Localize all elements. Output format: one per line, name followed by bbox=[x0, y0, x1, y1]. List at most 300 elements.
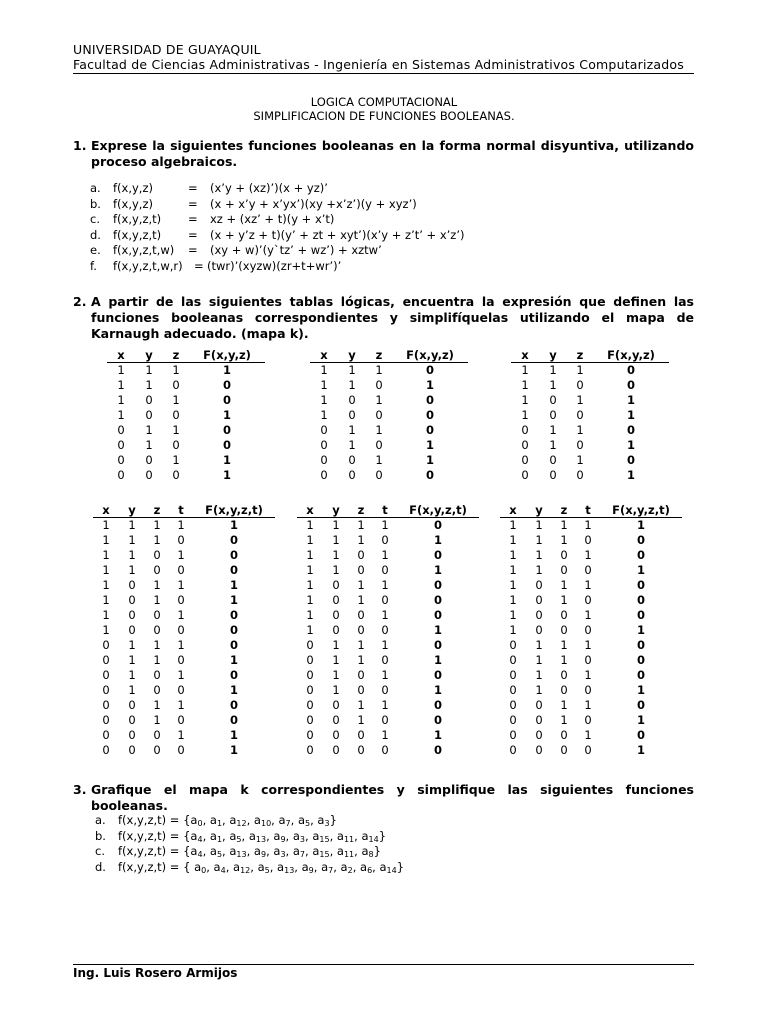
table-cell: 0 bbox=[560, 563, 568, 577]
table-cell: 1 bbox=[381, 728, 389, 742]
minterm: $a_{15}$, bbox=[312, 828, 337, 844]
output-cell: 1 bbox=[433, 683, 442, 697]
table-cell: 0 bbox=[306, 698, 314, 712]
output-cell: 0 bbox=[636, 653, 645, 667]
table-row bbox=[93, 638, 275, 653]
table-cell: 0 bbox=[521, 423, 529, 437]
table-row bbox=[297, 578, 479, 593]
table-cell: 0 bbox=[128, 608, 136, 622]
table-cell: 0 bbox=[576, 468, 584, 482]
table-cell: 0 bbox=[306, 638, 314, 652]
table-cell: 1 bbox=[153, 638, 161, 652]
minterm-index: 13 bbox=[284, 865, 295, 875]
output-cell: 0 bbox=[433, 578, 442, 592]
truth-table bbox=[511, 347, 669, 483]
minterm: $a_3$, bbox=[292, 828, 313, 844]
table-cell: 0 bbox=[306, 668, 314, 682]
minterm: $a_3$, bbox=[273, 844, 293, 859]
table-cell: 0 bbox=[375, 378, 383, 392]
minterm-letter: a bbox=[360, 859, 368, 874]
table-header-row bbox=[107, 347, 265, 363]
table-cell: 1 bbox=[306, 518, 314, 532]
minterm: $a_{13}$, bbox=[229, 844, 254, 859]
table-cell: 0 bbox=[117, 438, 125, 452]
minterm-index: 5 bbox=[216, 850, 223, 859]
output-cell: 0 bbox=[433, 743, 442, 757]
table-cell: 1 bbox=[509, 518, 517, 532]
output-cell: 0 bbox=[433, 593, 442, 607]
table-cell: 1 bbox=[576, 363, 584, 377]
minterm: $a_7$, bbox=[278, 813, 298, 828]
column-header: y bbox=[526, 502, 552, 518]
output-cell: 0 bbox=[229, 548, 238, 562]
table-cell: 1 bbox=[560, 653, 568, 667]
item-function bbox=[118, 829, 386, 844]
output-cell: 0 bbox=[425, 408, 434, 422]
table-cell: 0 bbox=[381, 653, 389, 667]
column-header: y bbox=[539, 347, 567, 363]
table-cell: 0 bbox=[560, 623, 568, 637]
table-row bbox=[310, 378, 468, 393]
item-function bbox=[118, 813, 337, 828]
minterm-index: 15 bbox=[319, 850, 330, 859]
column-header: z bbox=[349, 502, 373, 518]
table-cell: 1 bbox=[128, 683, 136, 697]
minterm-letter: a bbox=[209, 813, 217, 827]
item-expression: (xy + w)’(y`tz’ + wz’) + xztw’ bbox=[210, 243, 382, 258]
function-suffix: } bbox=[378, 828, 387, 843]
table-cell: 1 bbox=[320, 408, 328, 422]
table-cell: 0 bbox=[153, 563, 161, 577]
output-cell: 0 bbox=[626, 378, 635, 392]
table-cell: 1 bbox=[177, 668, 185, 682]
minterm-letter: a bbox=[194, 859, 202, 874]
minterm: $a_4$, bbox=[190, 828, 210, 844]
table-cell: 1 bbox=[332, 653, 340, 667]
minterm-index: 0 bbox=[201, 865, 207, 875]
minterm-index: 0 bbox=[197, 819, 203, 828]
minterm: $a_5$, bbox=[209, 844, 230, 859]
table-cell: 0 bbox=[381, 623, 389, 637]
table-cell: 1 bbox=[117, 378, 125, 392]
table-row bbox=[500, 713, 682, 728]
table-row bbox=[107, 468, 265, 483]
document-subtitle: SIMPLIFICACION DE FUNCIONES BOOLEANAS. bbox=[253, 109, 515, 123]
truth-table bbox=[93, 502, 275, 758]
output-cell: 1 bbox=[229, 593, 238, 607]
item-expression: (twr)’(xyzw)(zr+t+wr’)’ bbox=[207, 259, 342, 273]
minterm-index: 11 bbox=[343, 850, 355, 859]
table-cell: 1 bbox=[153, 593, 161, 607]
table-cell: 0 bbox=[306, 728, 314, 742]
table-row bbox=[107, 438, 265, 453]
table-row bbox=[500, 698, 682, 713]
table-cell: 0 bbox=[320, 453, 328, 467]
table-cell: 0 bbox=[357, 548, 365, 562]
table-cell: 0 bbox=[521, 468, 529, 482]
table-cell: 0 bbox=[153, 623, 161, 637]
table-cell: 0 bbox=[535, 698, 543, 712]
table-cell: 0 bbox=[560, 548, 568, 562]
column-header: x bbox=[107, 347, 135, 363]
output-cell: 0 bbox=[229, 638, 238, 652]
table-cell: 1 bbox=[357, 638, 365, 652]
minterm-index: 6 bbox=[367, 865, 373, 875]
table-row bbox=[93, 683, 275, 698]
output-cell: 1 bbox=[222, 468, 231, 482]
table-row bbox=[93, 653, 275, 668]
minterm: $a_{13}$, bbox=[248, 828, 274, 844]
minterm bbox=[361, 844, 373, 858]
minterm-index: 3 bbox=[280, 850, 286, 859]
minterm-index: 7 bbox=[328, 865, 334, 875]
output-cell: 1 bbox=[229, 578, 238, 592]
table-cell: 0 bbox=[381, 563, 389, 577]
minterm-letter: a bbox=[277, 859, 285, 874]
table-cell: 0 bbox=[521, 453, 529, 467]
question-text: A partir de las siguientes tablas lógicas, encuentra la expresión que definen las funciones booleanas correspondientes y simplifíquelas utilizando el mapa de Karnaugh adecuado. (mapa k). bbox=[91, 294, 694, 341]
table-cell: 1 bbox=[172, 453, 180, 467]
table-cell: 1 bbox=[509, 623, 517, 637]
item-equals: = bbox=[194, 259, 204, 273]
table-cell: 1 bbox=[128, 668, 136, 682]
table-cell: 1 bbox=[535, 668, 543, 682]
table-cell: 1 bbox=[509, 548, 517, 562]
table-row bbox=[511, 408, 669, 423]
table-cell: 0 bbox=[584, 743, 592, 757]
table-cell: 0 bbox=[381, 713, 389, 727]
table-row bbox=[500, 533, 682, 548]
table-cell: 0 bbox=[560, 683, 568, 697]
table-cell: 1 bbox=[145, 363, 153, 377]
item-expression: (x + x’y + x’yx’)(xy +x’z’)(y + xyz’) bbox=[210, 196, 417, 211]
table-cell: 1 bbox=[584, 638, 592, 652]
table-cell: 0 bbox=[509, 713, 517, 727]
table-cell: 0 bbox=[332, 728, 340, 742]
table-cell: 1 bbox=[381, 608, 389, 622]
table-cell: 1 bbox=[102, 623, 110, 637]
output-cell: 0 bbox=[222, 438, 231, 452]
table-row bbox=[93, 518, 275, 534]
output-cell: 0 bbox=[636, 578, 645, 592]
minterm bbox=[317, 813, 329, 827]
table-row bbox=[93, 563, 275, 578]
question-text: Exprese la siguientes funciones booleanas en la forma normal disyuntiva, utilizando proceso algebraicos. bbox=[91, 138, 694, 169]
table-cell: 1 bbox=[381, 518, 389, 532]
column-header: z bbox=[145, 502, 169, 518]
table-cell: 1 bbox=[375, 453, 383, 467]
table-cell: 0 bbox=[102, 728, 110, 742]
table-cell: 0 bbox=[172, 408, 180, 422]
table-cell: 1 bbox=[128, 548, 136, 562]
faculty-name: Facultad de Ciencias Administrativas - Ingeniería en Sistemas Administrativos Computarizados bbox=[73, 57, 684, 72]
table-cell: 1 bbox=[348, 423, 356, 437]
table-cell: 1 bbox=[102, 593, 110, 607]
table-row bbox=[310, 453, 468, 468]
output-cell: 0 bbox=[433, 548, 442, 562]
minterm-index: 2 bbox=[347, 865, 353, 875]
minterm-index: 9 bbox=[260, 850, 267, 859]
table-row bbox=[500, 728, 682, 743]
table-cell: 1 bbox=[172, 423, 180, 437]
table-row bbox=[297, 533, 479, 548]
table-cell: 0 bbox=[145, 468, 153, 482]
item-equals: = bbox=[188, 181, 198, 195]
table-cell: 0 bbox=[576, 408, 584, 422]
table-cell: 0 bbox=[509, 683, 517, 697]
table-cell: 1 bbox=[153, 653, 161, 667]
minterm-letter: a bbox=[190, 844, 198, 858]
table-row bbox=[500, 683, 682, 698]
table-cell: 0 bbox=[584, 593, 592, 607]
table-cell: 1 bbox=[177, 608, 185, 622]
table-cell: 1 bbox=[584, 668, 592, 682]
column-header: t bbox=[373, 502, 397, 518]
item-function: f(x,y,z,t,w) bbox=[113, 243, 175, 258]
minterm: $a_{15}$, bbox=[312, 844, 337, 859]
minterm-letter: a bbox=[190, 813, 198, 827]
function-prefix: f(x,y,z,t) = { bbox=[118, 828, 191, 843]
table-cell: 0 bbox=[509, 728, 517, 742]
table-cell: 0 bbox=[357, 743, 365, 757]
table-cell: 0 bbox=[348, 468, 356, 482]
output-cell: 1 bbox=[636, 683, 645, 697]
table-cell: 0 bbox=[535, 623, 543, 637]
table-row bbox=[500, 653, 682, 668]
table-cell: 0 bbox=[357, 728, 365, 742]
table-cell: 1 bbox=[332, 668, 340, 682]
table-cell: 0 bbox=[153, 668, 161, 682]
table-cell: 0 bbox=[521, 438, 529, 452]
table-cell: 0 bbox=[102, 683, 110, 697]
item-function: f(x,y,z) bbox=[113, 196, 153, 211]
table-cell: 0 bbox=[102, 713, 110, 727]
table-cell: 1 bbox=[549, 438, 557, 452]
table-cell: 0 bbox=[535, 578, 543, 592]
minterm-letter: a bbox=[213, 859, 221, 874]
output-cell: 0 bbox=[626, 453, 635, 467]
table-cell: 1 bbox=[153, 698, 161, 712]
table-row bbox=[93, 743, 275, 758]
table-cell: 0 bbox=[172, 438, 180, 452]
table-cell: 0 bbox=[549, 393, 557, 407]
output-cell: 1 bbox=[229, 728, 238, 742]
minterm-letter: a bbox=[340, 859, 348, 874]
output-cell: 0 bbox=[433, 518, 442, 532]
output-cell: 0 bbox=[229, 623, 238, 637]
minterm-index: 4 bbox=[197, 850, 203, 859]
minterm-letter: a bbox=[361, 844, 369, 858]
table-row bbox=[107, 453, 265, 468]
minterm-letter: a bbox=[278, 813, 286, 827]
output-cell: 0 bbox=[636, 668, 645, 682]
table-cell: 1 bbox=[306, 533, 314, 547]
table-cell: 0 bbox=[381, 593, 389, 607]
table-cell: 0 bbox=[332, 698, 340, 712]
table-row bbox=[511, 378, 669, 393]
table-cell: 0 bbox=[177, 743, 185, 757]
table-cell: 1 bbox=[102, 608, 110, 622]
minterm-letter: a bbox=[292, 844, 300, 858]
table-cell: 0 bbox=[549, 468, 557, 482]
table-cell: 1 bbox=[128, 638, 136, 652]
item-label: b. bbox=[90, 196, 101, 211]
table-cell: 0 bbox=[102, 653, 110, 667]
table-row bbox=[297, 593, 479, 608]
table-cell: 0 bbox=[357, 683, 365, 697]
table-row bbox=[511, 393, 669, 408]
item-function: f(x,y,z,t,w,r) bbox=[113, 259, 183, 273]
table-cell: 0 bbox=[117, 468, 125, 482]
column-header: x bbox=[511, 347, 539, 363]
minterm: $a_1$, bbox=[209, 813, 230, 828]
minterm bbox=[379, 860, 396, 874]
table-cell: 1 bbox=[153, 518, 161, 532]
table-cell: 1 bbox=[332, 548, 340, 562]
table-cell: 0 bbox=[172, 468, 180, 482]
table-cell: 1 bbox=[332, 533, 340, 547]
table-header-row bbox=[500, 502, 682, 518]
column-header: t bbox=[576, 502, 600, 518]
minterm: $a_{10}$, bbox=[253, 813, 279, 828]
table-cell: 1 bbox=[128, 518, 136, 532]
footer-divider bbox=[73, 964, 694, 965]
table-cell: 1 bbox=[306, 593, 314, 607]
table-cell: 0 bbox=[560, 728, 568, 742]
table-cell: 1 bbox=[509, 563, 517, 577]
table-cell: 0 bbox=[549, 408, 557, 422]
minterm: $a_7$, bbox=[321, 859, 341, 875]
minterm-index: 4 bbox=[220, 865, 226, 875]
output-cell: 1 bbox=[229, 683, 238, 697]
output-cell: 1 bbox=[433, 653, 442, 667]
table-row bbox=[93, 623, 275, 638]
minterm-index: 13 bbox=[255, 834, 267, 844]
table-cell: 0 bbox=[560, 668, 568, 682]
column-header: x bbox=[500, 502, 526, 518]
output-cell: 1 bbox=[425, 438, 434, 452]
table-cell: 1 bbox=[306, 608, 314, 622]
table-cell: 1 bbox=[584, 548, 592, 562]
table-cell: 1 bbox=[320, 378, 328, 392]
table-cell: 0 bbox=[102, 638, 110, 652]
table-cell: 0 bbox=[177, 623, 185, 637]
table-cell: 1 bbox=[332, 518, 340, 532]
table-cell: 1 bbox=[521, 378, 529, 392]
table-cell: 1 bbox=[375, 423, 383, 437]
minterm-index: 15 bbox=[319, 834, 330, 844]
table-cell: 1 bbox=[535, 683, 543, 697]
table-cell: 0 bbox=[153, 728, 161, 742]
table-cell: 0 bbox=[549, 453, 557, 467]
table-cell: 1 bbox=[375, 393, 383, 407]
item-function: f(x,y,z,t) bbox=[113, 212, 162, 227]
table-row bbox=[297, 683, 479, 698]
table-cell: 1 bbox=[576, 453, 584, 467]
output-cell: 0 bbox=[222, 423, 231, 437]
minterm: $a_{11}$, bbox=[336, 828, 362, 844]
output-cell: 1 bbox=[636, 623, 645, 637]
table-cell: 0 bbox=[332, 578, 340, 592]
table-cell: 1 bbox=[177, 578, 185, 592]
table-cell: 1 bbox=[584, 728, 592, 742]
minterm-letter: a bbox=[229, 813, 237, 827]
minterm: $a_7$, bbox=[292, 844, 313, 859]
table-cell: 1 bbox=[576, 423, 584, 437]
output-cell: 1 bbox=[229, 653, 238, 667]
minterm-letter: a bbox=[229, 844, 237, 858]
table-cell: 1 bbox=[560, 713, 568, 727]
table-row bbox=[310, 468, 468, 483]
table-cell: 1 bbox=[102, 578, 110, 592]
table-row bbox=[310, 423, 468, 438]
table-cell: 1 bbox=[306, 548, 314, 562]
output-cell: 0 bbox=[636, 638, 645, 652]
table-row bbox=[93, 533, 275, 548]
output-cell: 1 bbox=[636, 713, 645, 727]
table-cell: 0 bbox=[348, 453, 356, 467]
table-cell: 0 bbox=[332, 713, 340, 727]
question-1 bbox=[73, 138, 694, 170]
table-cell: 0 bbox=[306, 653, 314, 667]
item-label: c. bbox=[90, 212, 100, 227]
table-cell: 0 bbox=[535, 608, 543, 622]
table-cell: 0 bbox=[306, 743, 314, 757]
item-label: a. bbox=[90, 181, 101, 195]
table-cell: 1 bbox=[535, 653, 543, 667]
table-header-row bbox=[511, 347, 669, 363]
table-cell: 0 bbox=[576, 438, 584, 452]
table-cell: 1 bbox=[584, 608, 592, 622]
output-cell: 1 bbox=[229, 518, 238, 532]
minterm: $a_4$, bbox=[190, 844, 210, 859]
table-row bbox=[107, 393, 265, 408]
minterm-index: 13 bbox=[236, 850, 247, 859]
table-row bbox=[297, 668, 479, 683]
table-cell: 0 bbox=[153, 548, 161, 562]
table-cell: 1 bbox=[357, 653, 365, 667]
minterm-letter: a bbox=[248, 828, 256, 843]
column-header: F(x,y,z,t) bbox=[193, 502, 275, 518]
table-cell: 1 bbox=[375, 363, 383, 377]
item-expression: (x’y + (xz)’)(x + yz)’ bbox=[210, 181, 328, 195]
output-cell: 0 bbox=[229, 668, 238, 682]
minterm: $a_9$, bbox=[301, 859, 322, 875]
table-cell: 0 bbox=[320, 423, 328, 437]
table-row bbox=[93, 713, 275, 728]
table-cell: 1 bbox=[521, 408, 529, 422]
table-cell: 1 bbox=[357, 593, 365, 607]
table-row bbox=[93, 593, 275, 608]
item-equals: = bbox=[188, 227, 198, 242]
table-row bbox=[500, 638, 682, 653]
output-cell: 0 bbox=[425, 423, 434, 437]
table-cell: 0 bbox=[535, 728, 543, 742]
table-cell: 0 bbox=[117, 453, 125, 467]
table-cell: 1 bbox=[381, 668, 389, 682]
table-cell: 1 bbox=[549, 423, 557, 437]
table-cell: 1 bbox=[177, 698, 185, 712]
table-cell: 0 bbox=[357, 668, 365, 682]
table-cell: 1 bbox=[172, 363, 180, 377]
column-header: z bbox=[552, 502, 576, 518]
table-cell: 1 bbox=[509, 533, 517, 547]
minterm: $a_9$, bbox=[253, 844, 274, 859]
table-cell: 0 bbox=[145, 393, 153, 407]
table-row bbox=[107, 423, 265, 438]
item-function: f(x,y,z) bbox=[113, 181, 153, 195]
output-cell: 0 bbox=[425, 393, 434, 407]
